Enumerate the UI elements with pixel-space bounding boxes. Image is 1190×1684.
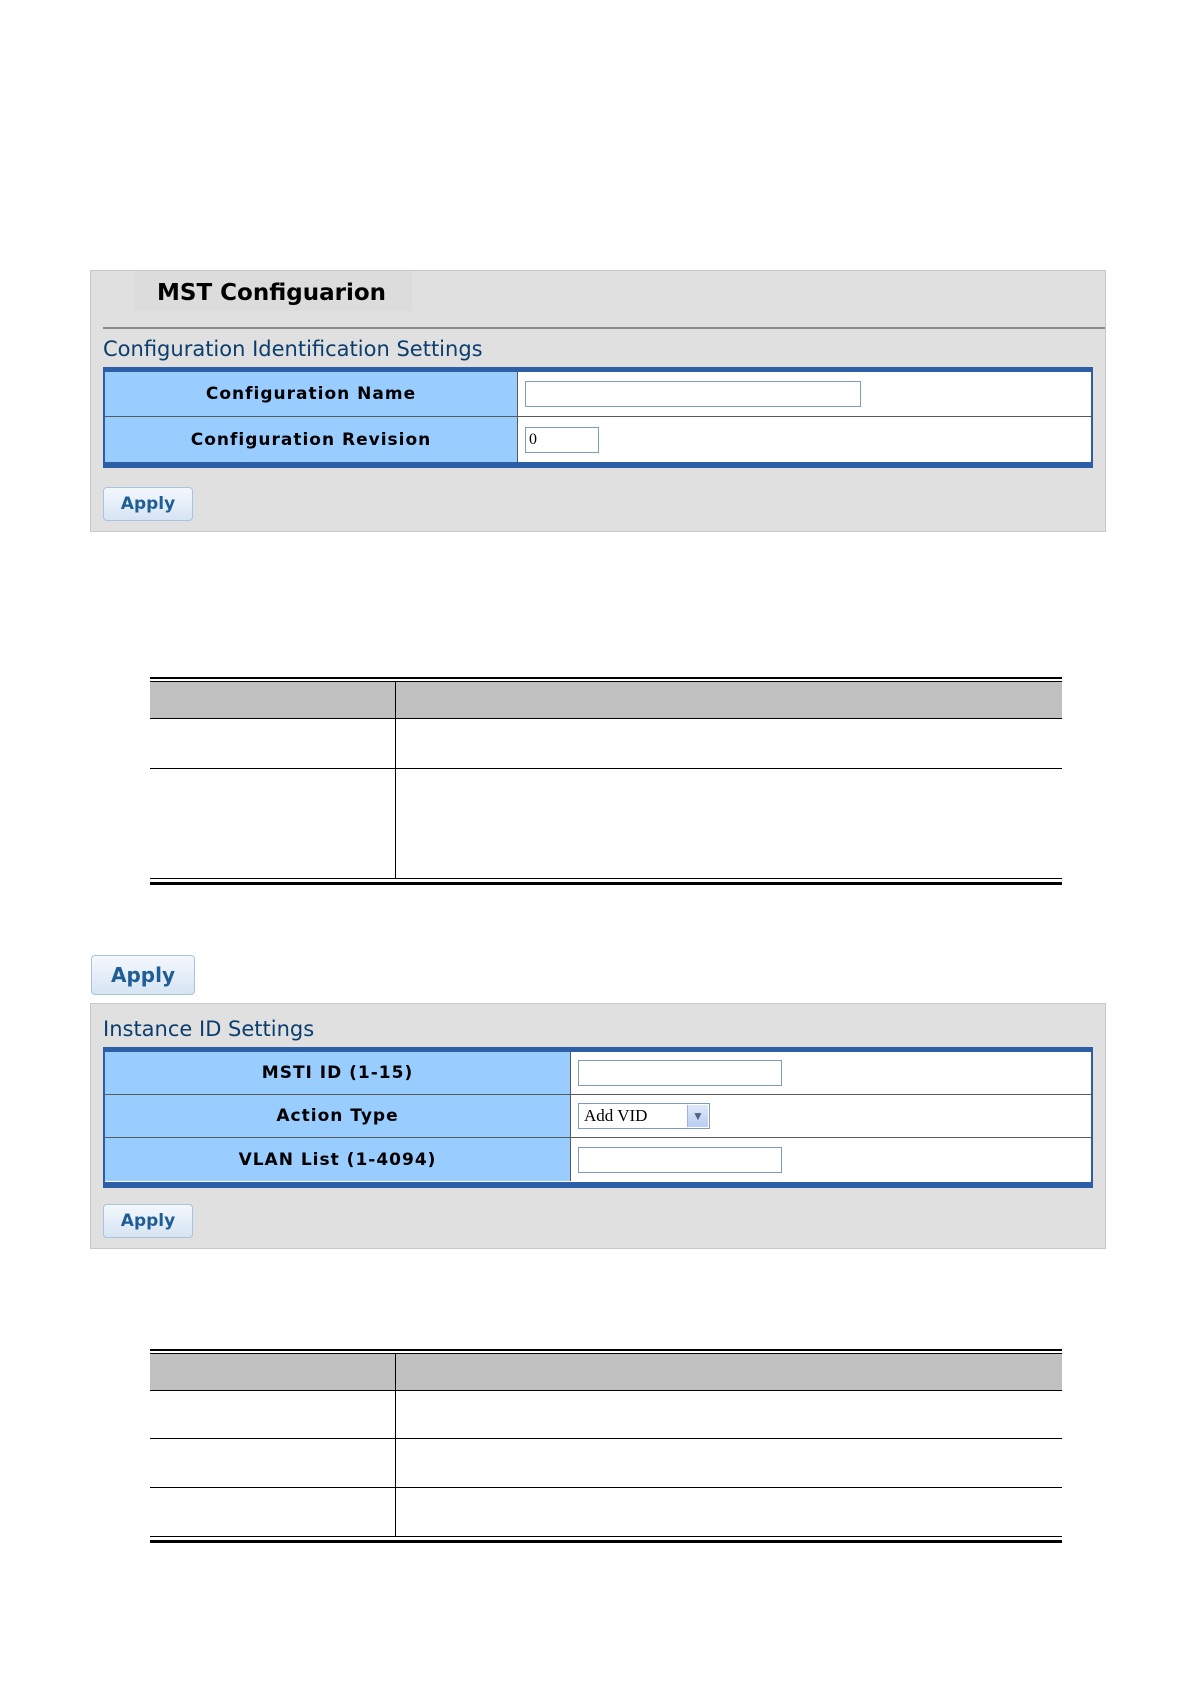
configuration-revision-input[interactable] bbox=[525, 427, 599, 453]
config-identification-table bbox=[103, 367, 1093, 468]
table-row-line bbox=[150, 1536, 1062, 1537]
table-bottom-rule bbox=[150, 1540, 1062, 1543]
table-bottom-rule bbox=[150, 882, 1062, 885]
vlan-list-cell bbox=[571, 1138, 1091, 1181]
table-column-divider bbox=[395, 1354, 396, 1536]
mst-configuration-panel bbox=[90, 270, 1106, 532]
table-top-rule bbox=[150, 677, 1062, 679]
config-name-row bbox=[105, 372, 1091, 417]
msti-id-label: MSTI ID (1-15) bbox=[105, 1052, 571, 1094]
table-row-line bbox=[150, 878, 1062, 879]
table-row-line bbox=[150, 1487, 1062, 1488]
action-type-value: Add VID bbox=[584, 1106, 648, 1125]
msti-id-cell bbox=[571, 1052, 1091, 1094]
table-row-line bbox=[150, 1438, 1062, 1439]
action-type-select[interactable] bbox=[578, 1103, 710, 1129]
vlan-list-row bbox=[105, 1138, 1091, 1181]
vlan-list-label: VLAN List (1-4094) bbox=[105, 1138, 571, 1181]
description-table-2 bbox=[150, 1349, 1062, 1543]
instance-id-panel bbox=[90, 1003, 1106, 1249]
config-identification-heading: Configuration Identification Settings bbox=[103, 337, 483, 361]
table-row-line bbox=[150, 718, 1062, 719]
action-type-row bbox=[105, 1095, 1091, 1138]
chevron-down-icon[interactable]: ▼ bbox=[687, 1105, 708, 1127]
msti-id-row bbox=[105, 1052, 1091, 1095]
msti-id-input[interactable] bbox=[578, 1060, 782, 1086]
table-row-line bbox=[150, 768, 1062, 769]
configuration-name-input[interactable] bbox=[525, 381, 861, 407]
table-header bbox=[150, 1354, 1062, 1390]
action-type-cell bbox=[571, 1095, 1091, 1137]
apply-button-instance[interactable]: Apply bbox=[103, 1204, 193, 1238]
apply-button-standalone[interactable]: Apply bbox=[91, 955, 195, 995]
instance-id-table bbox=[103, 1047, 1093, 1188]
table-header bbox=[150, 682, 1062, 718]
action-type-label: Action Type bbox=[105, 1095, 571, 1137]
page-title: MST Configuarion bbox=[135, 271, 412, 311]
description-table-1 bbox=[150, 677, 1062, 885]
config-revision-label: Configuration Revision bbox=[105, 417, 518, 462]
config-name-cell bbox=[518, 372, 1091, 416]
apply-button-config[interactable]: Apply bbox=[103, 487, 193, 521]
table-column-divider bbox=[395, 682, 396, 878]
config-revision-row bbox=[105, 417, 1091, 462]
table-top-rule bbox=[150, 1349, 1062, 1351]
vlan-list-input[interactable] bbox=[578, 1147, 782, 1173]
table-row-line bbox=[150, 1390, 1062, 1391]
config-revision-cell bbox=[518, 417, 1091, 462]
instance-id-heading: Instance ID Settings bbox=[103, 1017, 315, 1041]
config-name-label: Configuration Name bbox=[105, 372, 518, 416]
title-divider bbox=[103, 327, 1105, 329]
